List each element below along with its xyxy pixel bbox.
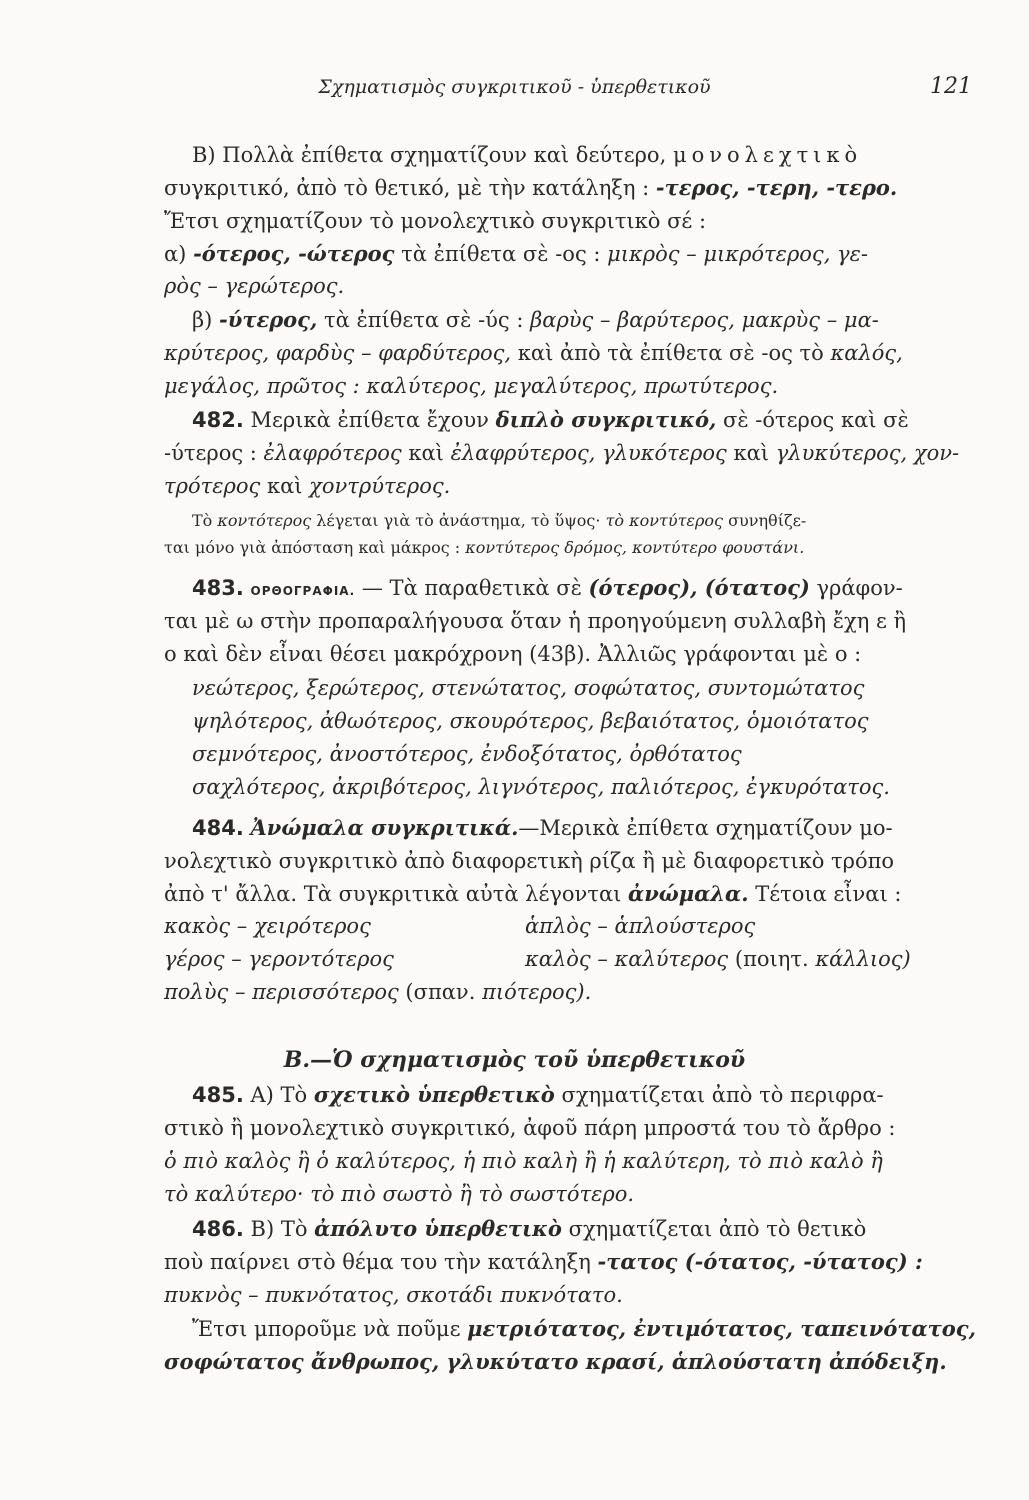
paragraph-number: 486.	[192, 1217, 244, 1241]
paragraph-line: Ἔτσι σχηματίζουν τὸ μονολεχτικὸ συγκριτικὸ σέ :	[164, 209, 707, 233]
paragraph-line	[192, 142, 934, 168]
example-text: τὸ κοντύτερος	[605, 511, 723, 530]
suffix-term: -ότερος, -ώτερος	[193, 241, 395, 266]
paragraph-line	[164, 1249, 923, 1275]
example-text: μετριότατος, ἐντιμότατος, ταπεινότατος,	[467, 1316, 976, 1341]
comparative-pair	[525, 946, 911, 972]
paragraph-line	[164, 881, 906, 907]
paragraph-line: στικὸ ἢ μονολεχτικὸ συγκριτικό, ἀφοῦ πάρη μπροστά του τὸ ἄρθρο :	[164, 1116, 896, 1140]
note-line	[192, 508, 934, 534]
paragraph-line	[192, 1082, 934, 1108]
paragraph-number: 485.	[192, 1083, 244, 1107]
section-label: ΟΡΘΟΓΡΑΦΙΑ.	[250, 584, 356, 598]
text-run: γράφον-	[816, 576, 903, 600]
comparative-pair: κακὸς – χειρότερος	[164, 914, 371, 938]
text-run: -ος	[761, 341, 793, 365]
text-run: —Μερικὰ ἐπίθετα σχηματίζουν μο-	[518, 816, 893, 840]
paragraph-line	[192, 1316, 976, 1342]
paragraph-line	[192, 1216, 934, 1242]
paragraph-line	[192, 815, 934, 841]
paragraph-line: νολεχτικὸ συγκριτικὸ ἀπὸ διαφορετικὴ ρίζα ἢ μὲ διαφορετικὸ τρόπο	[164, 849, 895, 873]
paragraph-line	[164, 175, 906, 201]
example-text: κρύτερος, φαρδὺς – φαρδύτερος,	[164, 341, 512, 365]
item-marker: α)	[164, 242, 187, 266]
spaced-term: μονολεχτικὸ	[672, 143, 863, 167]
suffix-term: -τερος, -τερη, -τερο.	[655, 175, 898, 200]
paragraph-number: 482.	[192, 408, 244, 432]
example-text: κάλλιος)	[815, 947, 911, 971]
term: Ἀνώμαλα συγκριτικά.	[250, 815, 519, 840]
example-text: πιότερος).	[482, 980, 592, 1004]
paragraph-line: ρὸς – γερώτερος.	[164, 274, 345, 298]
paragraph-line	[192, 575, 934, 604]
term: διπλὸ συγκριτικό,	[495, 407, 717, 432]
comparative-pair	[164, 979, 906, 1005]
term: σχετικὸ ὑπερθετικὸ	[313, 1082, 555, 1107]
term: (ότερος), (ότατος)	[588, 575, 810, 600]
comparative-pair: γέρος – γεροντότερος	[164, 947, 394, 971]
text-run: Τέτοια εἶναι :	[755, 882, 902, 906]
text-run: καὶ	[733, 441, 770, 465]
text-run: τὸ	[799, 341, 824, 365]
text-run: σχηματίζεται ἀπὸ τὸ θετικὸ	[568, 1217, 867, 1241]
paragraph-number: 483.	[192, 576, 244, 600]
text-run: ται μόνο γιὰ ἀπόσταση καὶ μάκρος :	[164, 538, 461, 557]
example-text: κοντύτερος δρόμος, κοντύτερο φουστάνι.	[465, 538, 805, 557]
example-text: ἐλαφρότερος	[263, 441, 402, 465]
paragraph-line: πυκνὸς – πυκνότατος, σκοτάδι πυκνότατο.	[164, 1283, 623, 1307]
text-run: συγκριτικό, ἀπὸ τὸ θετικό, μὲ τὴν κατάληξη :	[164, 176, 650, 200]
text-run: καὶ	[266, 474, 303, 498]
text-run: Α) Τὸ	[250, 1083, 308, 1107]
suffix-term: -ύτερος,	[219, 307, 318, 332]
term: ἀνώμαλα.	[628, 881, 749, 906]
text-run: καὶ	[408, 441, 444, 465]
text-run: συνηθίζε-	[728, 511, 807, 530]
text-run: Β) Τὸ	[250, 1217, 308, 1241]
paragraph-line	[164, 241, 906, 267]
comparative-pair: ἁπλὸς – ἁπλούστερος	[525, 914, 756, 938]
example-text: καλός,	[830, 341, 903, 365]
item-marker: β)	[192, 308, 213, 332]
text-run: — Τὰ παραθετικὰ σὲ	[361, 576, 582, 600]
paragraph-line	[192, 307, 934, 333]
text-run: (σπαν.	[405, 980, 476, 1004]
text-run: σχηματίζεται ἀπὸ τὸ περιφρα-	[561, 1083, 884, 1107]
text-run: Τὸ	[192, 511, 213, 530]
text-run: Β) Πολλὰ ἐπίθετα σχηματίζουν καὶ δεύτερο,	[192, 143, 667, 167]
section-heading: Β.—Ὁ σχηματισμὸς τοῦ ὑπερθετικοῦ	[283, 1047, 746, 1073]
example-text: βαρὺς – βαρύτερος, μακρὺς – μα-	[530, 308, 879, 332]
paragraph-line	[192, 407, 934, 433]
paragraph-line: σοφώτατος ἄνθρωπος, γλυκύτατο κρασί, ἁπλούστατη ἀπόδειξη.	[164, 1349, 947, 1374]
example-text: μικρὸς – μικρότερος, γε-	[607, 242, 868, 266]
text-run: -ύς :	[478, 308, 524, 332]
word-list-line: νεώτερος, ξερώτερος, στενώτατος, σοφώτατος, συντομώτατος	[192, 676, 865, 700]
example-text: κοντότερος	[217, 511, 312, 530]
paragraph-number: 484.	[192, 816, 244, 840]
text-run: σὲ -ότερος καὶ σὲ	[723, 408, 909, 432]
note-line	[164, 535, 906, 561]
text-run: λέγεται γιὰ τὸ ἀνάστημα, τὸ ὕψος·	[316, 511, 601, 530]
text-run: Ἔτσι μποροῦμε νὰ ποῦμε	[192, 1317, 461, 1341]
text-run: (ποιητ.	[734, 947, 809, 971]
suffix-term: -τατος (-ότατος, -ύτατος) :	[597, 1249, 923, 1274]
paragraph-line: ται μὲ ω στὴν προπαραλήγουσα ὅταν ἡ προηγούμενη συλλαβὴ ἔχη ε ἢ	[164, 609, 907, 633]
example-text: τρότερος	[164, 474, 261, 498]
text-run: -ος :	[555, 242, 601, 266]
text-run: -ύτερος :	[164, 441, 257, 465]
word-list-line: σεμνότερος, ἀνοστότερος, ἐνδοξότατος, ὀρθότατος	[192, 742, 742, 766]
text-run: τὰ ἐπίθετα σὲ	[323, 308, 472, 332]
example-text: χοντρύτερος.	[309, 474, 451, 498]
example-text: καλὸς – καλύτερος	[525, 947, 729, 971]
paragraph-line	[164, 440, 960, 466]
text-run: καὶ ἀπὸ τὰ ἐπίθετα σὲ	[517, 341, 755, 365]
text-run: Μερικὰ ἐπίθετα ἔχουν	[250, 408, 489, 432]
paragraph-line: ὁ πιὸ καλὸς ἢ ὁ καλύτερος, ἡ πιὸ καλὴ ἢ ἡ καλύτερη, τὸ πιὸ καλὸ ἢ	[164, 1149, 883, 1173]
paragraph-line	[164, 340, 906, 366]
running-header: Σχηματισμὸς συγκριτικοῦ - ὑπερθετικοῦ	[318, 76, 711, 98]
example-text: γλυκύτερος, χον-	[775, 441, 960, 465]
word-list-line: σαχλότερος, ἀκριβότερος, λιγνότερος, παλιότερος, ἐγκυρότατος.	[192, 775, 890, 799]
text-run: ἀπὸ τ' ἄλλα. Τὰ συγκριτικὰ αὐτὰ λέγονται	[164, 882, 622, 906]
paragraph-line: τὸ καλύτερο· τὸ πιὸ σωστὸ ἢ τὸ σωστότερο.	[164, 1182, 635, 1206]
term: ἀπόλυτο ὑπερθετικὸ	[314, 1216, 562, 1241]
example-text: πολὺς – περισσότερος	[164, 980, 399, 1004]
paragraph-line	[164, 473, 906, 499]
text-run: ποὺ παίρνει στὸ θέμα του τὴν κατάληξη	[164, 1250, 591, 1274]
text-run: τὰ ἐπίθετα σὲ	[401, 242, 549, 266]
word-list-line: ψηλότερος, ἀθωότερος, σκουρότερος, βεβαιότατος, ὁμοιότατος	[192, 709, 869, 733]
paragraph-line: μεγάλος, πρῶτος : καλύτερος, μεγαλύτερος, πρωτύτερος.	[164, 374, 779, 398]
example-text: ἐλαφρύτερος, γλυκότερος	[450, 441, 727, 465]
paragraph-line: ο καὶ δὲν εἶναι θέσει μακρόχρονη (43β). Ἀλλιῶς γράφονται μὲ ο :	[164, 642, 862, 666]
page-number: 121	[930, 74, 972, 99]
